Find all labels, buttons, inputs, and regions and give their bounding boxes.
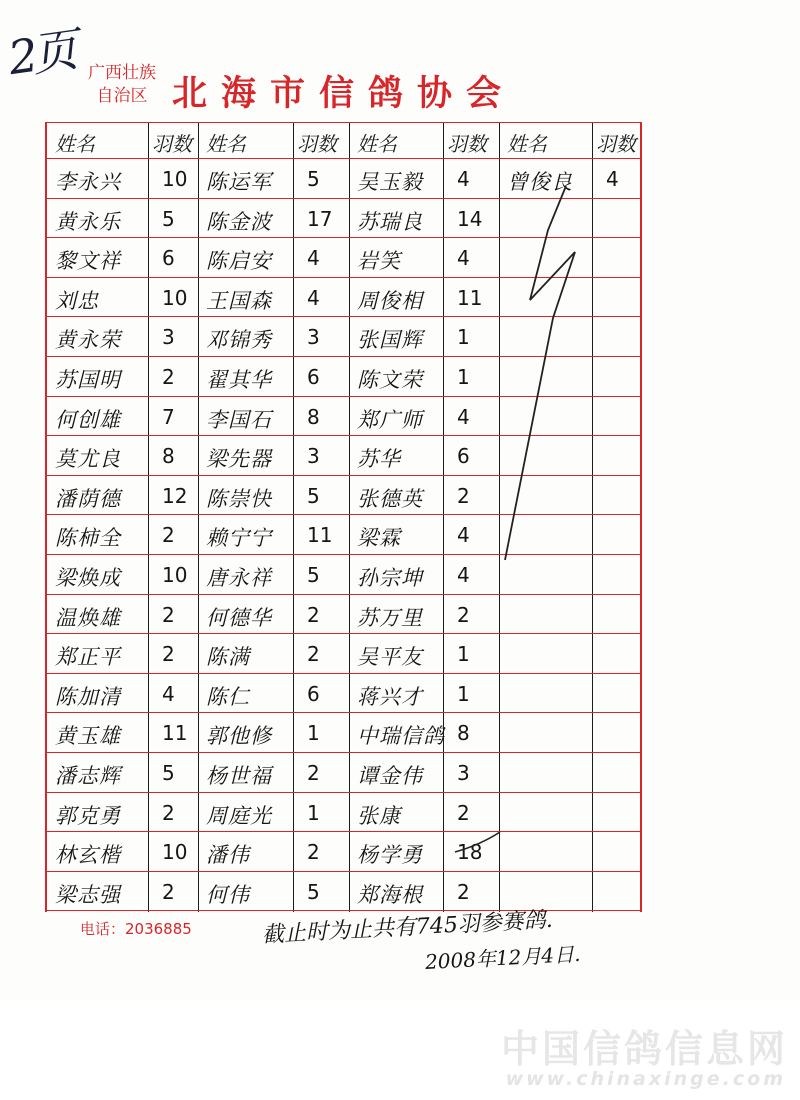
fancier-name-cell: 蒋兴才	[357, 684, 423, 709]
fancier-name-cell: 张德英	[357, 486, 423, 511]
row-rule	[47, 122, 640, 123]
header-name-label: 姓名	[206, 132, 246, 156]
fancier-name-cell: 李永兴	[55, 170, 121, 194]
bird-count-cell: 1	[457, 325, 470, 350]
bird-count-cell: 4	[307, 285, 320, 310]
fancier-name-cell: 吴平友	[357, 645, 423, 670]
region-line-1: 广西壮族	[88, 63, 156, 83]
bird-count-cell: 11	[307, 523, 333, 548]
fancier-name-cell: 莫尤良	[55, 447, 121, 472]
fancier-name-cell: 何德华	[206, 605, 272, 630]
row-rule	[47, 831, 640, 832]
fancier-name-cell: 郑正平	[55, 645, 121, 670]
fancier-name-cell: 曾俊良	[507, 170, 573, 194]
fancier-name-cell: 陈加清	[55, 684, 121, 709]
bird-count-cell: 10	[162, 840, 188, 865]
fancier-name-cell: 张国辉	[357, 328, 423, 353]
bird-count-cell: 11	[457, 285, 483, 310]
fancier-name-cell: 岩笑	[357, 249, 401, 274]
fancier-name-cell: 李国石	[206, 407, 272, 432]
fancier-name-cell: 黄玉雄	[55, 724, 121, 749]
region-line-2: 自治区	[96, 86, 148, 106]
row-rule	[47, 435, 640, 436]
fancier-name-cell: 郑海根	[357, 882, 423, 907]
bird-count-cell: 2	[307, 602, 320, 627]
header-count-label: 羽数	[297, 132, 337, 156]
handwritten-date: 2008年12月4日.	[424, 941, 581, 974]
fancier-name-cell: 陈柿全	[55, 526, 121, 551]
bird-count-cell: 1	[457, 642, 470, 667]
fancier-name-cell: 孙宗坤	[357, 566, 423, 590]
fancier-name-cell: 陈文荣	[357, 368, 423, 392]
fancier-name-cell: 潘志辉	[55, 764, 121, 788]
bird-count-cell: 6	[307, 681, 320, 706]
bird-count-cell: 1	[307, 800, 320, 825]
fancier-name-cell: 周俊相	[357, 288, 423, 313]
fancier-name-cell: 中瑞信鸽	[357, 724, 445, 749]
phone-number: 电话：2036885	[80, 920, 192, 938]
site-watermark: 中国信鸽信息网	[500, 1027, 788, 1071]
row-rule	[47, 475, 640, 476]
fancier-name-cell: 苏万里	[357, 605, 423, 630]
header-name-label: 姓名	[507, 132, 547, 156]
fancier-name-cell: 何创雄	[55, 407, 121, 432]
bird-count-cell: 4	[457, 167, 470, 191]
bird-count-cell: 5	[307, 167, 320, 191]
bird-count-cell: 6	[457, 444, 470, 469]
column-divider	[592, 122, 593, 912]
header-count-label: 羽数	[596, 132, 636, 156]
fancier-name-cell: 何伟	[206, 882, 250, 907]
row-rule	[47, 792, 640, 793]
fancier-name-cell: 刘忠	[55, 288, 99, 313]
row-rule	[47, 396, 640, 397]
bird-count-cell: 5	[307, 563, 320, 587]
fancier-name-cell: 陈仁	[206, 684, 250, 709]
bird-count-cell: 2	[162, 642, 175, 667]
fancier-name-cell: 陈金波	[206, 209, 272, 234]
fancier-name-cell: 杨世福	[206, 764, 272, 788]
bird-count-cell: 14	[457, 206, 483, 231]
bird-count-cell: 6	[307, 365, 320, 389]
bird-count-cell: 3	[307, 325, 320, 350]
bird-count-cell: 8	[162, 444, 175, 469]
fancier-name-cell: 陈运军	[206, 170, 272, 194]
bird-count-cell: 2	[162, 879, 175, 904]
bird-count-cell: 2	[457, 879, 470, 904]
site-watermark-url: www.chinaxinge.com	[505, 1068, 786, 1090]
row-rule	[47, 712, 640, 713]
bird-count-cell: 2	[307, 642, 320, 667]
bird-count-cell: 4	[457, 404, 470, 429]
header-name-label: 姓名	[357, 132, 397, 156]
bird-count-cell: 10	[162, 563, 188, 587]
column-divider	[499, 122, 500, 912]
bird-count-cell: 4	[457, 523, 470, 548]
bird-count-cell: 8	[307, 404, 320, 429]
bird-count-cell: 1	[457, 681, 470, 706]
fancier-name-cell: 谭金伟	[357, 764, 423, 788]
fancier-name-cell: 邓锦秀	[206, 328, 272, 353]
bird-count-cell: 2	[457, 483, 470, 508]
column-divider	[349, 122, 350, 912]
bird-count-cell: 1	[457, 365, 470, 389]
fancier-name-cell: 杨学勇	[357, 843, 423, 868]
bird-count-cell: 3	[307, 444, 320, 469]
row-rule	[47, 198, 640, 199]
bird-count-cell: 4	[457, 246, 470, 271]
bird-count-cell: 12	[162, 483, 188, 508]
fancier-name-cell: 黎文祥	[55, 249, 121, 274]
entry-table	[45, 122, 642, 912]
bird-count-cell: 2	[162, 800, 175, 825]
header-count-label: 羽数	[152, 132, 192, 156]
fancier-name-cell: 苏华	[357, 447, 401, 472]
fancier-name-cell: 黄永荣	[55, 328, 121, 353]
bird-count-cell: 5	[162, 206, 175, 231]
fancier-name-cell: 潘荫德	[55, 486, 121, 511]
bird-count-cell: 10	[162, 285, 188, 310]
row-rule	[47, 871, 640, 872]
fancier-name-cell: 梁志强	[55, 882, 121, 907]
fancier-name-cell: 郑广师	[357, 407, 423, 432]
bird-count-cell: 4	[307, 246, 320, 271]
column-divider	[148, 122, 149, 912]
bird-count-cell: 2	[307, 840, 320, 865]
column-divider	[198, 122, 199, 912]
bird-count-cell: 7	[162, 404, 175, 429]
row-rule	[47, 277, 640, 278]
header-name-label: 姓名	[55, 132, 95, 156]
fancier-name-cell: 黄永乐	[55, 209, 121, 234]
bird-count-cell: 6	[162, 246, 175, 271]
fancier-name-cell: 苏国明	[55, 368, 121, 392]
fancier-name-cell: 翟其华	[206, 368, 272, 392]
row-rule	[47, 514, 640, 515]
bird-count-cell: 17	[307, 206, 333, 231]
page-number-mark: 2页	[4, 22, 76, 86]
bird-count-cell: 2	[457, 602, 470, 627]
bird-count-cell: 4	[457, 563, 470, 587]
fancier-name-cell: 林玄楷	[55, 843, 121, 868]
column-divider	[443, 122, 444, 912]
bird-count-cell: 2	[162, 602, 175, 627]
fancier-name-cell: 王国森	[206, 288, 272, 313]
bird-count-cell: 8	[457, 721, 470, 746]
bird-count-cell: 18	[457, 840, 483, 865]
bird-count-cell: 3	[162, 325, 175, 350]
bird-count-cell: 2	[457, 800, 470, 825]
fancier-name-cell: 郭他修	[206, 724, 272, 749]
column-divider	[293, 122, 294, 912]
row-rule	[47, 237, 640, 238]
row-rule	[47, 633, 640, 634]
bird-count-cell: 2	[162, 523, 175, 548]
fancier-name-cell: 温焕雄	[55, 605, 121, 630]
fancier-name-cell: 张康	[357, 803, 401, 828]
header-count-label: 羽数	[447, 132, 487, 156]
fancier-name-cell: 赖宁宁	[206, 526, 272, 551]
bird-count-cell: 5	[307, 879, 320, 904]
row-rule	[47, 356, 640, 357]
bird-count-cell: 4	[162, 681, 175, 706]
fancier-name-cell: 陈崇快	[206, 486, 272, 511]
bird-count-cell: 10	[162, 167, 188, 191]
fancier-name-cell: 唐永祥	[206, 566, 272, 590]
bird-count-cell: 1	[307, 721, 320, 746]
bird-count-cell: 2	[307, 761, 320, 785]
region-label	[72, 62, 172, 108]
row-rule	[47, 554, 640, 555]
row-rule	[47, 752, 640, 753]
bird-count-cell: 5	[307, 483, 320, 508]
row-rule	[47, 316, 640, 317]
fancier-name-cell: 梁焕成	[55, 566, 121, 590]
bird-count-cell: 4	[606, 167, 619, 191]
bird-count-cell: 5	[162, 761, 175, 785]
fancier-name-cell: 陈启安	[206, 249, 272, 274]
bird-count-cell: 2	[162, 365, 175, 389]
fancier-name-cell: 梁霖	[357, 526, 401, 551]
org-title: 北海市信鸽协会	[172, 73, 516, 114]
fancier-name-cell: 苏瑞良	[357, 209, 423, 234]
fancier-name-cell: 陈满	[206, 645, 250, 670]
fancier-name-cell: 郭克勇	[55, 803, 121, 828]
handwritten-total-note: 截止时为止共有745羽参赛鸽.	[261, 907, 554, 948]
fancier-name-cell: 潘伟	[206, 843, 250, 868]
fancier-name-cell: 周庭光	[206, 803, 272, 828]
bird-count-cell: 3	[457, 761, 470, 785]
fancier-name-cell: 吴玉毅	[357, 170, 423, 194]
fancier-name-cell: 梁先器	[206, 447, 272, 472]
row-rule	[47, 158, 640, 159]
bird-count-cell: 11	[162, 721, 188, 746]
row-rule	[47, 673, 640, 674]
row-rule	[47, 594, 640, 595]
